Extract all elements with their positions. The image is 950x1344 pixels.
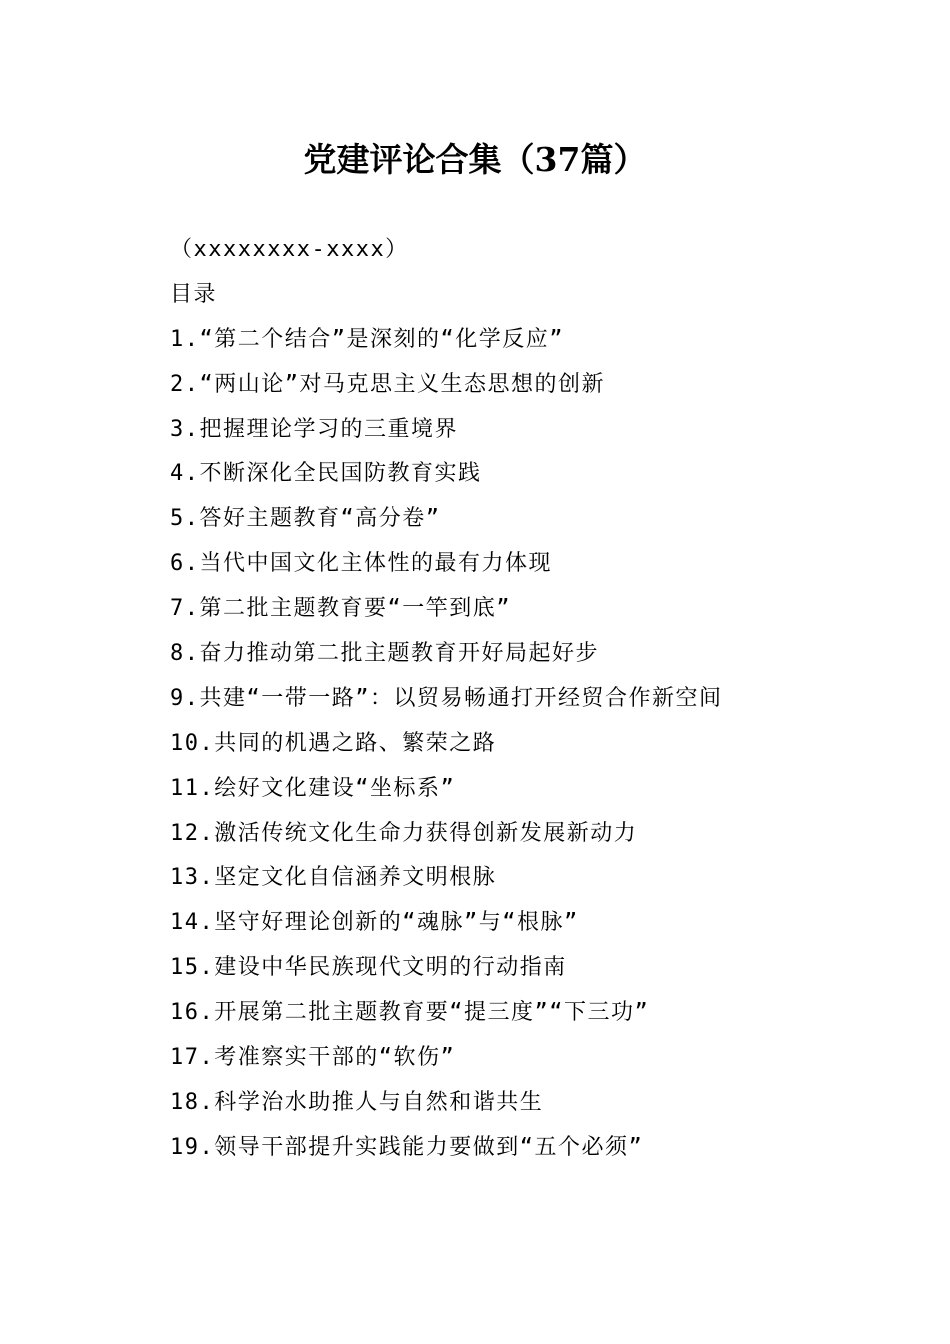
toc-item: 18.科学治水助推人与自然和谐共生 — [170, 1089, 544, 1115]
toc-item: 1.“第二个结合”是深刻的“化学反应” — [170, 326, 564, 352]
document-body — [170, 228, 890, 1171]
toc-heading: 目录 — [170, 281, 218, 307]
toc-item: 17.考准察实干部的“软伤” — [170, 1045, 456, 1071]
toc-item: 7.第二批主题教育要“一竿到底” — [170, 596, 511, 622]
document-title: 党建评论合集（37篇） — [303, 140, 647, 179]
toc-item: 15.建设中华民族现代文明的行动指南 — [170, 955, 567, 981]
toc-item: 6.当代中国文化主体性的最有力体现 — [170, 551, 552, 577]
toc-item: 4.不断深化全民国防教育实践 — [170, 461, 482, 487]
toc-item: 9.共建“一带一路”：以贸易畅通打开经贸合作新空间 — [170, 685, 723, 711]
document-subtitle: （xxxxxxxx-xxxx） — [170, 237, 409, 262]
toc-item: 19.领导干部提升实践能力要做到“五个必须” — [170, 1134, 644, 1160]
toc-item: 16.开展第二批主题教育要“提三度”“下三功” — [170, 1000, 650, 1026]
toc-item: 11.绘好文化建设“坐标系” — [170, 775, 456, 801]
toc-item: 12.激活传统文化生命力获得创新发展新动力 — [170, 820, 638, 846]
toc-item: 14.坚守好理论创新的“魂脉”与“根脉” — [170, 910, 579, 936]
toc-item: 10.共同的机遇之路、繁荣之路 — [170, 730, 497, 756]
toc-item: 5.答好主题教育“高分卷” — [170, 506, 441, 532]
toc-item: 13.坚定文化自信涵养文明根脉 — [170, 865, 497, 891]
toc-item: 3.把握理论学习的三重境界 — [170, 416, 458, 442]
table-of-contents — [170, 318, 890, 1171]
toc-item: 8.奋力推动第二批主题教育开好局起好步 — [170, 641, 599, 667]
toc-item: 2.“两山论”对马克思主义生态思想的创新 — [170, 371, 605, 397]
